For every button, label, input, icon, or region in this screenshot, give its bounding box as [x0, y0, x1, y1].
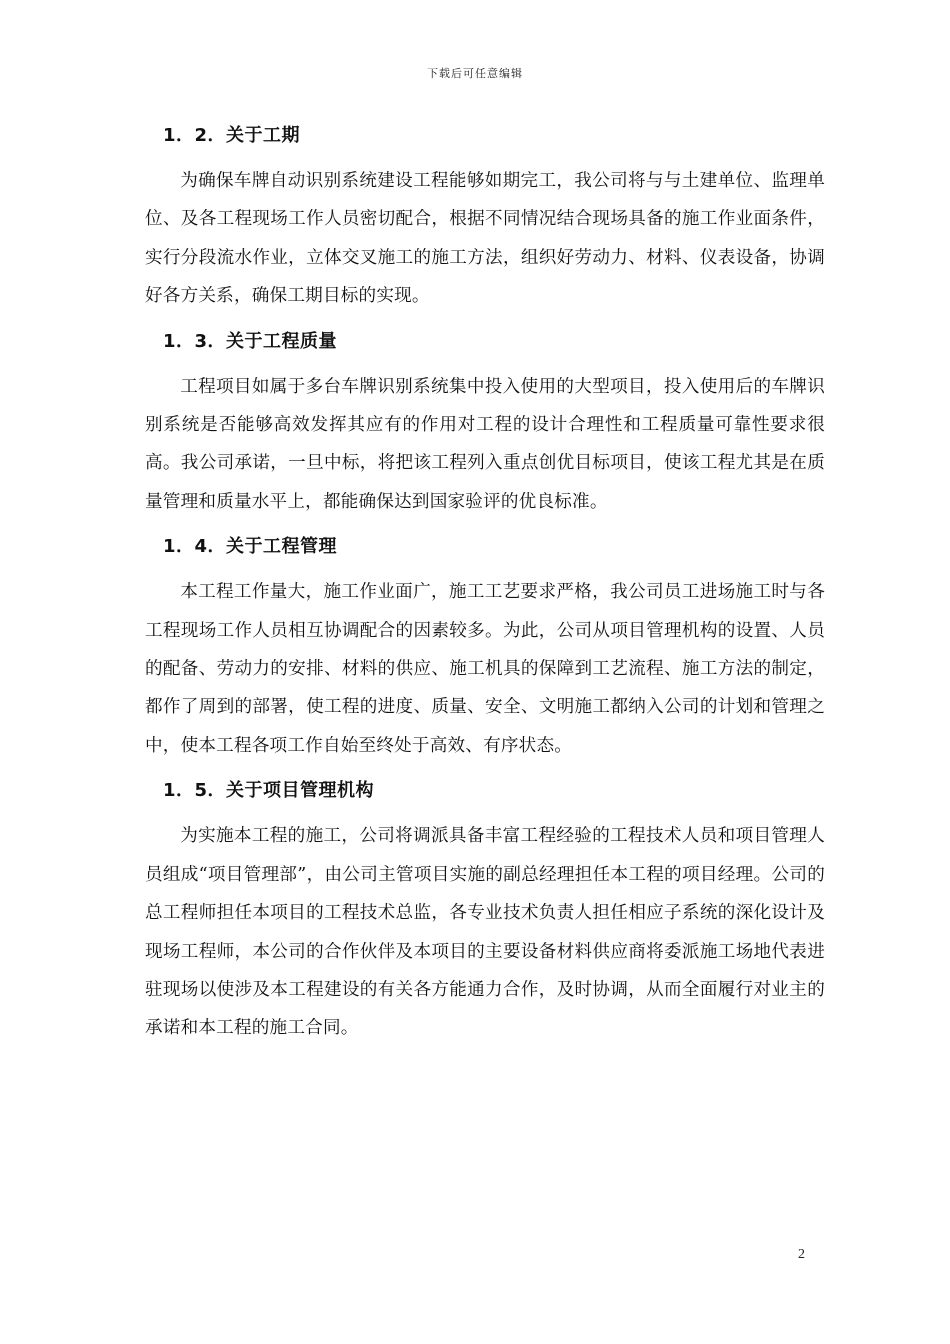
section-paragraph: 工程项目如属于多台车牌识别系统集中投入使用的大型项目，投入使用后的车牌识别系统是否能够高效发挥其应有的作用对工程的设计合理性和工程质量可靠性要求很高。我公司承诺，一旦中标，将把该工程列入重点创优目标项目，使该工程尤其是在质量管理和质量水平上，都能确保达到国家验评的优良标准。	[145, 376, 825, 512]
section-heading: 1．3．关于工程质量	[163, 330, 338, 352]
section-paragraph: 本工程工作量大，施工作业面广，施工工艺要求严格，我公司员工进场施工时与各工程现场工作人员相互协调配合的因素较多。为此，公司从项目管理机构的设置、人员的配备、劳动力的安排、材料的供应、施工机具的保障到工艺流程、施工方法的制定，都作了周到的部署，使工程的进度、质量、安全、文明施工都纳入公司的计划和管理之中，使本工程各项工作自始至终处于高效、有序状态。	[145, 582, 825, 756]
section-schedule	[145, 116, 825, 316]
document-body	[145, 116, 825, 1054]
page-number: 2	[798, 1247, 805, 1262]
section-paragraph: 为确保车牌自动识别系统建设工程能够如期完工，我公司将与与土建单位、监理单位、及各工程现场工作人员密切配合，根据不同情况结合现场具备的施工作业面条件，实行分段流水作业，立体交叉施工的施工方法，组织好劳动力、材料、仪表设备，协调好各方关系，确保工期目标的实现。	[145, 171, 825, 307]
section-project-organization	[145, 771, 825, 1047]
section-heading: 1．5．关于项目管理机构	[163, 780, 375, 802]
section-paragraph: 为实施本工程的施工，公司将调派具备丰富工程经验的工程技术人员和项目管理人员组成“项目管理部”，由公司主管项目实施的副总经理担任本工程的项目经理。公司的总工程师担任本项目的工程技术总监，各专业技术负责人担任相应子系统的深化设计及现场工程师，本公司的合作伙伴及本项目的主要设备材料供应商将委派施工场地代表进驻现场以使涉及本工程建设的有关各方能通力合作，及时协调，从而全面履行对业主的承诺和本工程的施工合同。	[145, 826, 825, 1039]
section-heading: 1．4．关于工程管理	[163, 536, 338, 558]
section-management	[145, 527, 825, 765]
section-quality	[145, 322, 825, 522]
section-heading: 1．2．关于工期	[163, 125, 301, 146]
page-header-note: 下载后可任意编辑	[427, 67, 523, 80]
